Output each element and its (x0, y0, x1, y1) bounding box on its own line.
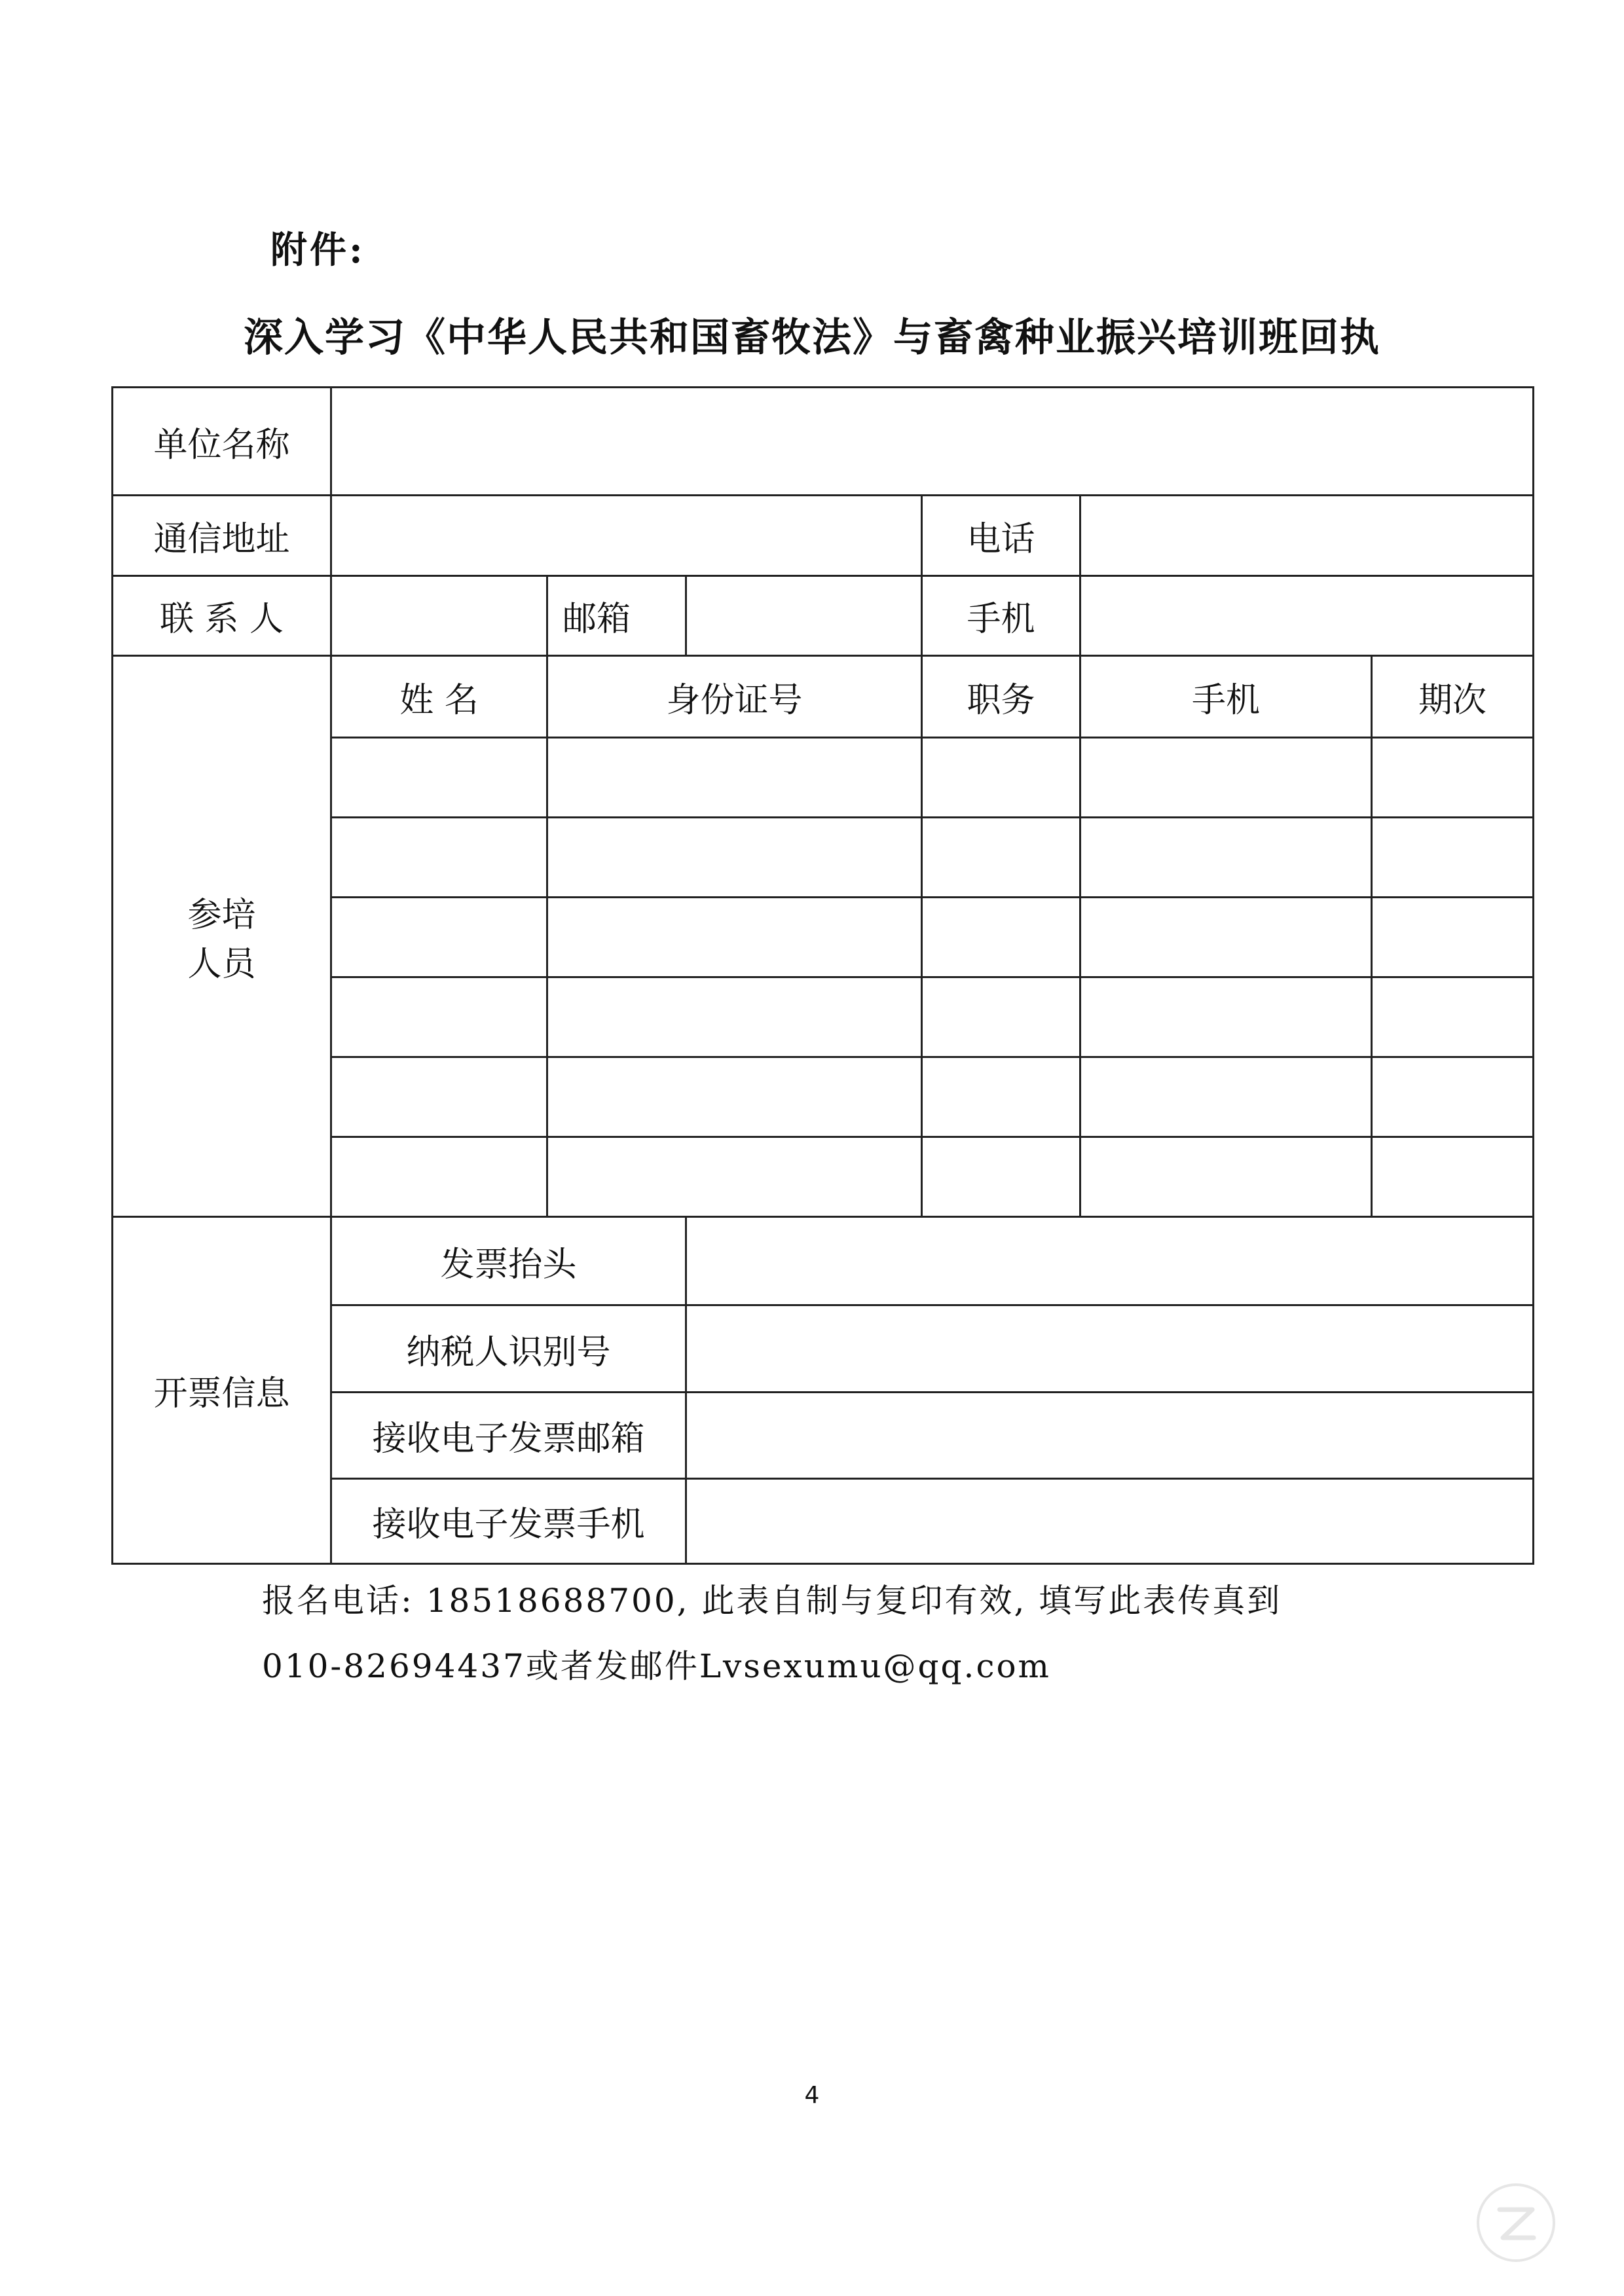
mobile-field[interactable] (1080, 576, 1534, 656)
participant-position-cell[interactable] (922, 738, 1080, 818)
invoice-title-field[interactable] (686, 1217, 1534, 1305)
participant-id-cell[interactable] (547, 977, 922, 1057)
participant-mobile-cell[interactable] (1080, 977, 1372, 1057)
invoice-email-label: 接收电子发票邮箱 (331, 1393, 686, 1479)
receipt-form-table (111, 386, 1534, 1565)
registration-note-line1: 报名电话: 18518688700, 此表自制与复印有效, 填写此表传真到 (262, 1582, 1282, 1620)
address-label: 通信地址 (113, 496, 331, 576)
participant-position-cell[interactable] (922, 977, 1080, 1057)
participant-mobile-cell[interactable] (1080, 1057, 1372, 1137)
invoice-info-label: 开票信息 (113, 1217, 331, 1564)
participant-session-cell[interactable] (1372, 1057, 1534, 1137)
participant-id-cell[interactable] (547, 738, 922, 818)
col-header-session: 期次 (1372, 656, 1534, 738)
participants-label (113, 656, 331, 1217)
participant-position-cell[interactable] (922, 818, 1080, 898)
participant-name-cell[interactable] (331, 898, 547, 977)
contact-row (113, 576, 1534, 656)
participant-session-cell[interactable] (1372, 738, 1534, 818)
invoice-title-label: 发票抬头 (331, 1217, 686, 1305)
invoice-email-field[interactable] (686, 1393, 1534, 1479)
email-label: 邮箱 (547, 576, 686, 656)
participants-label-line2: 人员 (187, 945, 256, 984)
invoice-mobile-field[interactable] (686, 1479, 1534, 1564)
participant-position-cell[interactable] (922, 1057, 1080, 1137)
taxpayer-id-label: 纳税人识别号 (331, 1305, 686, 1393)
participant-mobile-cell[interactable] (1080, 1137, 1372, 1217)
participant-name-cell[interactable] (331, 818, 547, 898)
col-header-mobile: 手机 (1080, 656, 1372, 738)
contact-label: 联 系 人 (113, 576, 331, 656)
participant-name-cell[interactable] (331, 738, 547, 818)
org-name-label: 单位名称 (113, 388, 331, 496)
org-name-row (113, 388, 1534, 496)
registration-note-line2: 010-82694437或者发邮件Lvsexumu@qq.com (262, 1647, 1051, 1685)
participant-mobile-cell[interactable] (1080, 738, 1372, 818)
participant-name-cell[interactable] (331, 1137, 547, 1217)
contact-field[interactable] (331, 576, 547, 656)
page-number: 4 (804, 2082, 820, 2109)
invoice-mobile-label: 接收电子发票手机 (331, 1479, 686, 1564)
participant-position-cell[interactable] (922, 898, 1080, 977)
participant-name-cell[interactable] (331, 977, 547, 1057)
participant-name-cell[interactable] (331, 1057, 547, 1137)
address-field[interactable] (331, 496, 922, 576)
participant-mobile-cell[interactable] (1080, 818, 1372, 898)
mobile-label: 手机 (922, 576, 1080, 656)
participant-session-cell[interactable] (1372, 1137, 1534, 1217)
col-header-id-number: 身份证号 (547, 656, 922, 738)
participants-header-row (113, 656, 1534, 738)
org-name-field[interactable] (331, 388, 1534, 496)
form-title-text: 深入学习《中华人民共和国畜牧法》与畜禽种业振兴培训班回执 (244, 315, 1380, 361)
form-title (0, 306, 1624, 363)
participant-id-cell[interactable] (547, 898, 922, 977)
participant-mobile-cell[interactable] (1080, 898, 1372, 977)
watermark-logo-icon (1473, 2180, 1559, 2265)
participant-session-cell[interactable] (1372, 818, 1534, 898)
participant-id-cell[interactable] (547, 818, 922, 898)
col-header-name: 姓 名 (331, 656, 547, 738)
participant-id-cell[interactable] (547, 1057, 922, 1137)
participant-session-cell[interactable] (1372, 977, 1534, 1057)
participants-label-line1: 参培 (187, 896, 256, 935)
email-field[interactable] (686, 576, 922, 656)
participant-id-cell[interactable] (547, 1137, 922, 1217)
taxpayer-id-field[interactable] (686, 1305, 1534, 1393)
invoice-title-row (113, 1217, 1534, 1305)
phone-field[interactable] (1080, 496, 1534, 576)
address-row (113, 496, 1534, 576)
col-header-position: 职务 (922, 656, 1080, 738)
participant-position-cell[interactable] (922, 1137, 1080, 1217)
phone-label: 电话 (922, 496, 1080, 576)
participant-session-cell[interactable] (1372, 898, 1534, 977)
attachment-label: 附件: (270, 228, 365, 272)
